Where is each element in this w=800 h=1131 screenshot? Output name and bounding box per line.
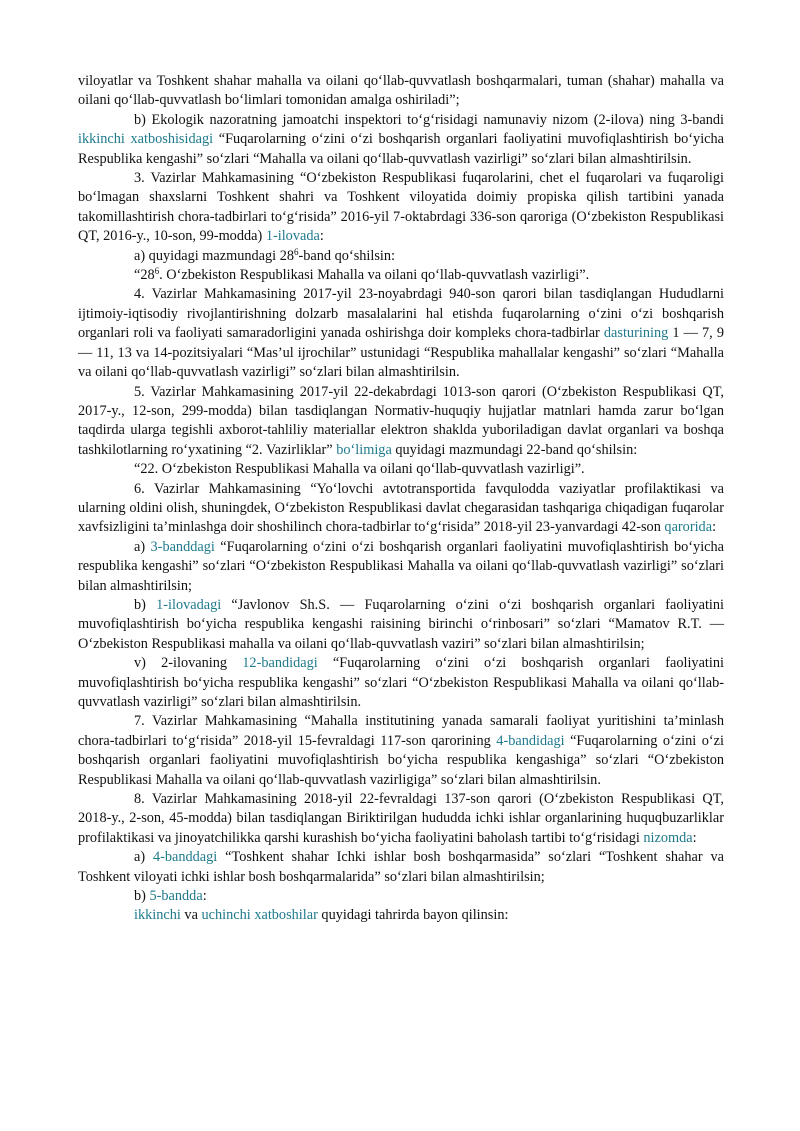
text-segment: quyidagi tahrirda bayon qilinsin:: [317, 907, 509, 924]
reference-link[interactable]: 1-ilovada: [265, 228, 320, 245]
text-segment: “22. O‘zbekiston Respublikasi Mahalla va oilani qo‘llab-quvvatlash vazirligi”.: [134, 461, 585, 478]
text-segment: “Fuqarolarning o‘zini o‘zi boshqarish organlari faoliyatini muvofiqlashtirish bo‘yicha Respublika kengashi” so‘zlari “Mahalla va oilani qo‘llab-quvvatlash vazirligi” so‘zlari bilan almashtirilsin.: [78, 131, 725, 167]
text-segment: b) Ekologik nazoratning jamoatchi inspektori to‘g‘risidagi namunaviy nizom (2-ilova) ning 3-bandi: [134, 111, 724, 128]
text-segment: quyidagi mazmundagi 22-band qo‘shilsin:: [391, 441, 638, 458]
paragraph-6b: [78, 596, 724, 654]
text-segment: va: [180, 907, 202, 924]
paragraph-6a: [78, 538, 724, 596]
reference-link[interactable]: 12-bandidagi: [242, 655, 318, 672]
text-segment: :: [692, 829, 697, 846]
superscript: 6: [294, 246, 299, 257]
text-segment: . O‘zbekiston Respublikasi Mahalla va oilani qo‘llab-quvvatlash vazirligi”.: [159, 267, 590, 284]
reference-link[interactable]: 1-ilovadagi: [156, 596, 222, 613]
paragraph-7: [78, 712, 724, 790]
paragraph-6v: [78, 654, 724, 712]
text-segment: :: [319, 228, 324, 245]
paragraph-8b-detail: [78, 906, 724, 925]
reference-link[interactable]: 5-bandda: [149, 888, 203, 905]
text-segment: a) quyidagi mazmundagi 28: [134, 247, 295, 264]
text-segment: a): [134, 849, 153, 866]
paragraph-continuation: [78, 72, 724, 111]
text-segment: “Fuqarolarning o‘zini o‘zi boshqarish organlari faoliyatini muvofiqlashtirish bo‘yicha respublika kengashi” so‘zlari “O‘zbekiston Respublikasi Mahalla va oilani qo‘llab-quvvatlash vazirligi” so‘zlari bilan almashtirilsin;: [78, 538, 725, 594]
text-segment: v) 2-ilovaning: [134, 655, 243, 672]
paragraph-2b: [78, 111, 724, 169]
text-segment: 1 — 7, 9 — 11, 13 va 14-pozitsiyalari “Mas’ul ijrochilar” ustunidagi “Respublika mahallalar kengashi” so‘zlari “Mahalla va oilani qo‘llab-quvvatlash vazirligi” so‘zlari bilan almashtirilsin.: [78, 325, 724, 381]
text-segment: b): [134, 888, 150, 905]
paragraph-3a: [78, 247, 724, 266]
reference-link[interactable]: 4-banddagi: [152, 849, 218, 866]
text-segment: -band qo‘shilsin:: [298, 247, 396, 264]
text-segment: “Toshkent shahar Ichki ishlar bosh boshqarmasida” so‘zlari “Toshkent shahar va Toshkent viloyati ichki ishlar bosh boshqarmalarida” so‘zlari bilan almashtirilsin;: [78, 849, 724, 885]
text-segment: “Fuqarolarning o‘zini o‘zi boshqarish organlari faoliyatini muvofiqlashtirish bo‘yicha respublika kengashi” so‘zlari “O‘zbekiston Respublikasi Mahalla va oilani qo‘llab-quvvatlash vazirligi” so‘zlari bilan almashtirilsin.: [78, 655, 724, 710]
text-segment: viloyatlar va Toshkent shahar mahalla va oilani qo‘llab-quvvatlash boshqarmalari, tuman (shahar) mahalla va oilani qo‘llab-quvvatlash bo‘limlari tomonidan amalga oshiriladi”;: [78, 73, 724, 109]
reference-link[interactable]: dasturining: [603, 325, 669, 342]
paragraph-3-quote: [78, 266, 724, 285]
text-segment: 6. Vazirlar Mahkamasining “Yo‘lovchi avtotransportida favqulodda vaziyatlar profilaktikasi va ularning oldini olish, shuningdek, O‘zbekiston Respublikasi davlat chegarasidan tashqariga chiqadigan fuqarolar xavfsizligini ta’minlashga doir shoshilinch chora-tadbirlar to‘g‘risida” 2018-yil 23-yanvardagi 42-son: [78, 480, 724, 536]
reference-link[interactable]: nizomda: [643, 829, 693, 846]
text-segment: “Fuqarolarning o‘zini o‘zi boshqarish organlari faoliyatini muvofiqlashtirish bo‘yicha respublika kengashiga” so‘zlari “O‘zbekiston Respublikasi Mahalla va oilani qo‘llab-quvvatlash vazirligiga” so‘zlari bilan almashtirilsin.: [78, 732, 724, 788]
text-segment: 8. Vazirlar Mahkamasining 2018-yil 22-fevraldagi 137-son qarori (O‘zbekiston Respublikasi QT, 2018-y., 2-son, 45-modda) bilan tasdiqlangan Biriktirilgan hududda ichki ishlar organlarining huquqbuzarliklar profilaktikasi va jinoyatchilikka qarshi kurashish bo‘yicha faoliyatini baholash tartibi to‘g‘risidagi: [78, 791, 724, 846]
text-segment: 4. Vazirlar Mahkamasining 2017-yil 23-noyabrdagi 940-son qarori bilan tasdiqlangan Hududlarni ijtimoiy-iqtisodiy rivojlantirishning dolzarb masalalarini hal etishda fuqarolarning o‘zini o‘zi boshqarish organlari roli va faoliyati samaradorligini yanada oshirishga doir kompleks chora-tadbirlar: [78, 286, 724, 342]
reference-link[interactable]: ikkinchi: [134, 907, 181, 924]
paragraph-4: [78, 285, 724, 382]
text-segment: a): [134, 538, 151, 555]
reference-link[interactable]: bo‘limiga: [336, 441, 392, 458]
superscript: 6: [154, 266, 160, 277]
document-body: [78, 72, 724, 926]
paragraph-6: [78, 480, 724, 538]
paragraph-8b: [78, 887, 724, 906]
paragraph-8: [78, 790, 724, 848]
reference-link[interactable]: ikkinchi xatboshisidagi: [78, 131, 214, 148]
paragraph-5-quote: [78, 460, 724, 479]
text-segment: 3. Vazirlar Mahkamasining “O‘zbekiston Respublikasi fuqarolarini, chet el fuqarolari va fuqaroligi bo‘lmagan shaxslarni Toshkent shahri va Toshkent viloyatida doimiy propiska qilish tartibini yanada takomillashtirish chora-tadbirlari to‘g‘risida” 2016-yil 7-oktabrdagi 336-son qaroriga (O‘zbekiston Respublikasi QT, 2016-y., 10-son, 99-modda): [78, 170, 724, 245]
text-segment: 7. Vazirlar Mahkamasining “Mahalla institutining yanada samarali faoliyat yuritishini ta’minlash chora-tadbirlari to‘g‘risida” 2018-yil 15-fevraldagi 117-son qarorining: [78, 713, 724, 749]
paragraph-3: [78, 169, 724, 247]
text-segment: :: [712, 519, 717, 536]
text-segment: “28: [134, 267, 155, 284]
reference-link[interactable]: 3-banddagi: [150, 538, 215, 555]
reference-link[interactable]: uchinchi xatboshilar: [201, 907, 318, 924]
text-segment: “Javlonov Sh.S. — Fuqarolarning o‘zini o‘zi boshqarish organlari faoliyatini muvofiqlashtirish bo‘yicha respublika kengashi raisining birinchi o‘rinbosari” so‘zlari “Mamatov R.T. — O‘zbekiston Respublikasi mahalla va oilani qo‘llab-quvvatlash vaziri” so‘zlari bilan almashtirilsin;: [78, 596, 725, 652]
reference-link[interactable]: 4-bandidagi: [496, 732, 565, 749]
text-segment: 5. Vazirlar Mahkamasining 2017-yil 22-dekabrdagi 1013-son qarori (O‘zbekiston Respublikasi QT, 2017-y., 12-son, 299-modda) bilan tasdiqlangan Normativ-huquqiy hujjatlar matnlari hamda zarur bo‘lgan taqdirda ularga tegishli axborot-tahliliy materiallar elektron shaklda yuboriladigan davlat organlari va boshqa tashkilotlarning ro‘yxatining “2. Vazirliklar”: [78, 383, 724, 458]
text-segment: b): [134, 596, 157, 613]
paragraph-8a: [78, 848, 724, 887]
text-segment: :: [202, 888, 207, 905]
paragraph-5: [78, 383, 724, 461]
reference-link[interactable]: qarorida: [664, 519, 713, 536]
